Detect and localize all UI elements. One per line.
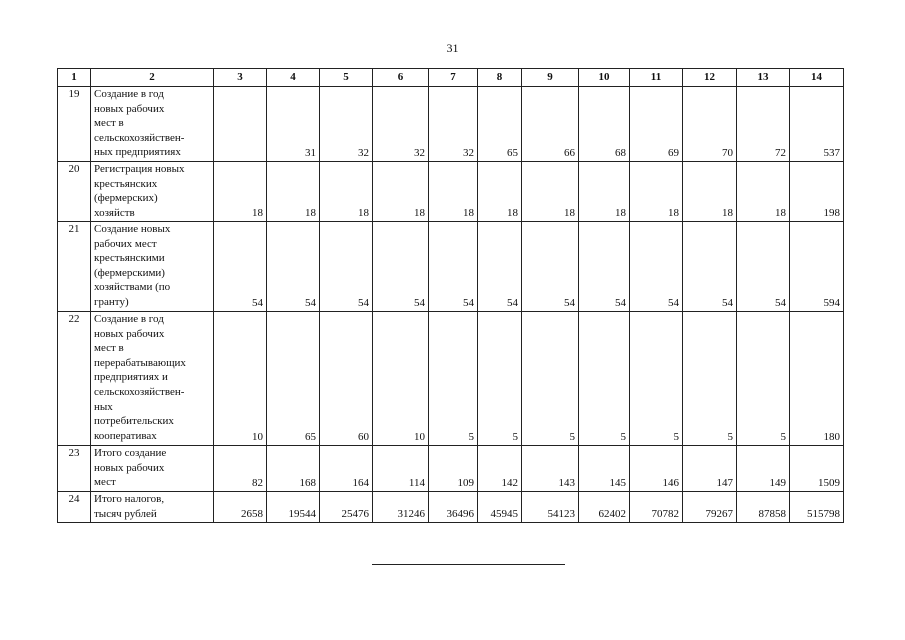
- column-header: 1: [58, 69, 91, 87]
- value-cell: 147: [683, 446, 737, 492]
- row-label-line: (фермерских): [94, 192, 158, 205]
- column-header: 13: [737, 69, 790, 87]
- row-label: [91, 446, 214, 492]
- table-row: [58, 446, 844, 492]
- value-cell: 164: [320, 446, 373, 492]
- row-label-line: потребительских: [94, 415, 174, 428]
- value-cell: 65: [478, 87, 522, 162]
- value-cell: 149: [737, 446, 790, 492]
- value-cell: 31246: [373, 492, 429, 523]
- value-cell: 18: [683, 162, 737, 222]
- row-label-line: новых рабочих: [94, 461, 165, 474]
- value-cell: 72: [737, 87, 790, 162]
- column-header: 4: [267, 69, 320, 87]
- row-label-line: хозяйств: [94, 206, 135, 219]
- column-header: 5: [320, 69, 373, 87]
- value-cell: 515798: [790, 492, 844, 523]
- row-label-line: крестьянских: [94, 177, 158, 190]
- row-label-line: Создание новых: [94, 223, 171, 235]
- value-cell: 66: [522, 87, 579, 162]
- value-cell: 54: [683, 222, 737, 312]
- row-label-line: мест в: [94, 117, 124, 130]
- row-label-line: Итого налогов,: [94, 493, 165, 505]
- column-header: 6: [373, 69, 429, 87]
- value-cell: 168: [267, 446, 320, 492]
- value-cell: 54: [630, 222, 683, 312]
- row-label: [91, 162, 214, 222]
- column-header: 2: [91, 69, 214, 87]
- data-table: [57, 68, 844, 523]
- row-label: [91, 222, 214, 312]
- value-cell: 5: [429, 312, 478, 446]
- value-cell: 1509: [790, 446, 844, 492]
- value-cell: 25476: [320, 492, 373, 523]
- value-cell: 54123: [522, 492, 579, 523]
- row-label: [91, 87, 214, 162]
- value-cell: 32: [320, 87, 373, 162]
- value-cell: 18: [267, 162, 320, 222]
- value-cell: 62402: [579, 492, 630, 523]
- value-cell: 537: [790, 87, 844, 162]
- value-cell: 65: [267, 312, 320, 446]
- column-header: 14: [790, 69, 844, 87]
- row-label-line: Итого создание: [94, 447, 167, 459]
- row-label-line: Создание в год: [94, 88, 164, 100]
- value-cell: 18: [373, 162, 429, 222]
- value-cell: 82: [214, 446, 267, 492]
- row-label-line: кооперативах: [94, 429, 157, 442]
- value-cell: 5: [478, 312, 522, 446]
- value-cell: 19544: [267, 492, 320, 523]
- value-cell: 18: [320, 162, 373, 222]
- value-cell: 32: [429, 87, 478, 162]
- value-cell: 5: [522, 312, 579, 446]
- value-cell: 69: [630, 87, 683, 162]
- column-header: 3: [214, 69, 267, 87]
- row-label-line: перерабатывающих: [94, 356, 186, 369]
- table-row: [58, 162, 844, 222]
- value-cell: 54: [320, 222, 373, 312]
- value-cell: 145: [579, 446, 630, 492]
- value-cell: 5: [630, 312, 683, 446]
- value-cell: 54: [522, 222, 579, 312]
- value-cell: 180: [790, 312, 844, 446]
- row-label-line: новых рабочих: [94, 102, 165, 115]
- value-cell: 45945: [478, 492, 522, 523]
- value-cell: 60: [320, 312, 373, 446]
- table-row: [58, 492, 844, 523]
- value-cell: 68: [579, 87, 630, 162]
- value-cell: 54: [478, 222, 522, 312]
- column-header: 8: [478, 69, 522, 87]
- value-cell: [214, 87, 267, 162]
- value-cell: 32: [373, 87, 429, 162]
- value-cell: 18: [579, 162, 630, 222]
- row-number: 19: [58, 87, 91, 162]
- value-cell: 54: [429, 222, 478, 312]
- column-header: 11: [630, 69, 683, 87]
- value-cell: 54: [214, 222, 267, 312]
- row-label: [91, 492, 214, 523]
- row-label-line: мест в: [94, 342, 124, 355]
- value-cell: 142: [478, 446, 522, 492]
- row-label-line: ных: [94, 400, 113, 413]
- value-cell: 36496: [429, 492, 478, 523]
- value-cell: 10: [373, 312, 429, 446]
- row-label-line: гранту): [94, 295, 129, 308]
- row-label-line: сельскохозяйствен-: [94, 385, 185, 398]
- value-cell: 594: [790, 222, 844, 312]
- column-header: 9: [522, 69, 579, 87]
- page-number: 31: [446, 41, 459, 55]
- value-cell: 54: [579, 222, 630, 312]
- value-cell: 2658: [214, 492, 267, 523]
- row-number: 24: [58, 492, 91, 523]
- value-cell: 18: [214, 162, 267, 222]
- row-label-line: рабочих мест: [94, 237, 157, 250]
- value-cell: 18: [630, 162, 683, 222]
- value-cell: 18: [429, 162, 478, 222]
- value-cell: 5: [579, 312, 630, 446]
- value-cell: 198: [790, 162, 844, 222]
- column-header: 7: [429, 69, 478, 87]
- row-label-line: тысяч рублей: [94, 507, 157, 520]
- row-label-line: предприятиях и: [94, 371, 168, 384]
- value-cell: 18: [737, 162, 790, 222]
- value-cell: 18: [522, 162, 579, 222]
- header-row: [58, 69, 844, 87]
- column-header: 12: [683, 69, 737, 87]
- value-cell: 70: [683, 87, 737, 162]
- row-number: 22: [58, 312, 91, 446]
- row-number: 20: [58, 162, 91, 222]
- value-cell: 54: [267, 222, 320, 312]
- value-cell: 79267: [683, 492, 737, 523]
- row-label-line: сельскохозяйствен-: [94, 131, 185, 144]
- value-cell: 5: [683, 312, 737, 446]
- value-cell: 143: [522, 446, 579, 492]
- row-label-line: Создание в год: [94, 313, 164, 325]
- value-cell: 70782: [630, 492, 683, 523]
- value-cell: 87858: [737, 492, 790, 523]
- value-cell: 146: [630, 446, 683, 492]
- value-cell: 5: [737, 312, 790, 446]
- row-label-line: новых рабочих: [94, 327, 165, 340]
- row-label-line: Регистрация новых: [94, 163, 185, 175]
- row-number: 21: [58, 222, 91, 312]
- value-cell: 10: [214, 312, 267, 446]
- row-label-line: хозяйствами (по: [94, 281, 171, 294]
- value-cell: 54: [373, 222, 429, 312]
- row-number: 23: [58, 446, 91, 492]
- footer-rule: [372, 564, 565, 565]
- row-label-line: (фермерскими): [94, 266, 165, 279]
- row-label-line: ных предприятиях: [94, 146, 181, 159]
- column-header: 10: [579, 69, 630, 87]
- row-label: [91, 312, 214, 446]
- row-label-line: мест: [94, 476, 116, 489]
- value-cell: 54: [737, 222, 790, 312]
- value-cell: 31: [267, 87, 320, 162]
- value-cell: 114: [373, 446, 429, 492]
- value-cell: 18: [478, 162, 522, 222]
- table-row: [58, 312, 844, 446]
- table-row: [58, 87, 844, 162]
- value-cell: 109: [429, 446, 478, 492]
- row-label-line: крестьянскими: [94, 252, 165, 265]
- table-row: [58, 222, 844, 312]
